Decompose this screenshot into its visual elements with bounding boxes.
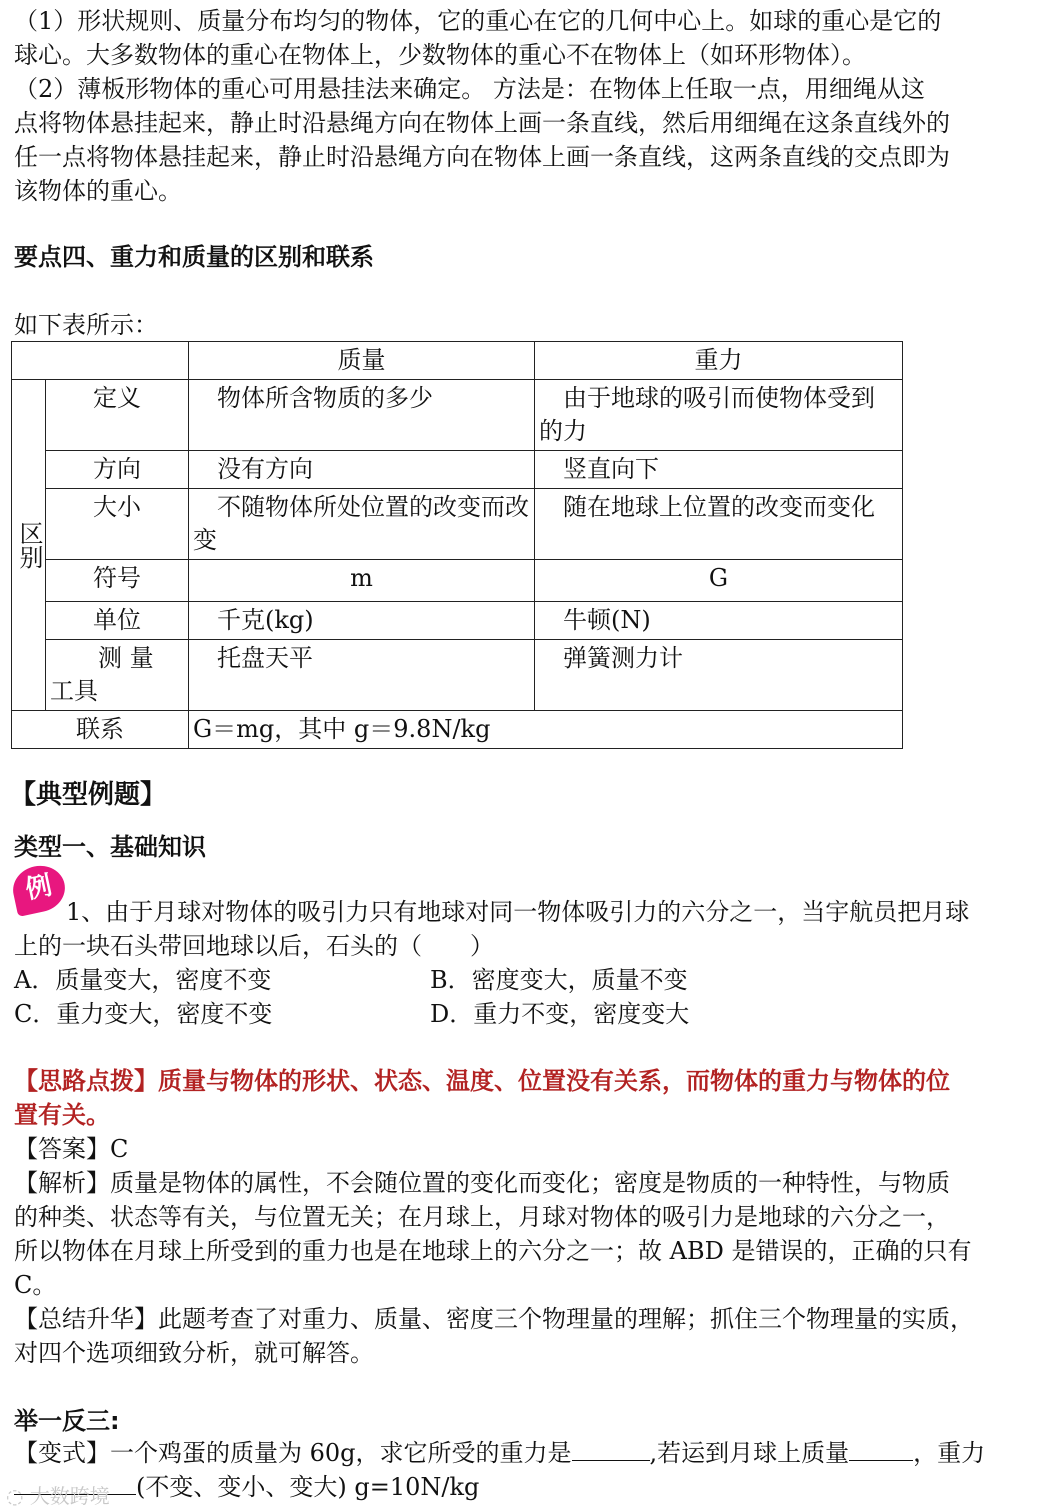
cell-gravity: 由于地球的吸引而使物体受到的力 <box>535 380 903 451</box>
relation-label: 联系 <box>12 711 189 749</box>
analysis-line4: C。 <box>14 1271 57 1299</box>
watermark-text: 大数跨境 <box>29 1484 110 1508</box>
table-row <box>12 560 903 602</box>
summary-line1: 【总结升华】此题考查了对重力、质量、密度三个物理量的理解；抓住三个物理量的实质， <box>14 1305 974 1333</box>
cell-mass: m <box>189 560 535 602</box>
variant-text-options: (不变、变小、变大) g=10N/kg <box>136 1473 480 1501</box>
comparison-table <box>11 341 903 749</box>
cell-gravity: G <box>535 560 903 602</box>
analysis-line1: 【解析】质量是物体的属性，不会随位置的变化而变化；密度是物质的一种特性，与物质 <box>14 1169 950 1197</box>
cell-gravity: 竖直向下 <box>535 451 903 489</box>
intro-p1-line1: （1）形状规则、质量分布均匀的物体，它的重心在它的几何中心上。如球的重心是它的 <box>14 7 942 35</box>
answer-blank-1[interactable] <box>572 1436 650 1461</box>
cell-mass: 不随物体所处位置的改变而改变 <box>189 489 535 560</box>
table-lead: 如下表所示： <box>14 311 158 339</box>
answer-blank-2[interactable] <box>849 1436 913 1461</box>
table-row <box>12 380 903 451</box>
summary-line2: 对四个选项细致分析，就可解答。 <box>14 1339 374 1367</box>
question-line1: 1、由于月球对物体的吸引力只有地球对同一物体吸引力的六分之一，当宇航员把月球 <box>66 898 970 926</box>
intro-p2-line2: 点将物体悬挂起来，静止时沿悬绳方向在物体上画一条直线，然后用细绳在这条直线外的 <box>14 109 950 137</box>
table-header-row <box>12 342 903 380</box>
example-badge: 例 <box>9 861 69 917</box>
examples-title: 【典型例题】 <box>10 780 167 810</box>
variant-text-b: ,若运到月球上质量 <box>649 1439 850 1467</box>
type-heading: 类型一、基础知识 <box>14 833 206 861</box>
option-d: D．重力不变，密度变大 <box>430 1000 690 1028</box>
header-mass: 质量 <box>189 342 535 380</box>
row-label: 单位 <box>46 602 189 640</box>
header-empty-cell <box>12 342 189 380</box>
hint-line2: 置有关。 <box>14 1101 110 1129</box>
row-label: 符号 <box>46 560 189 602</box>
watermark-icon: ◌ <box>6 1484 30 1508</box>
answer: 【答案】C <box>14 1135 129 1163</box>
intro-p2-line3: 任一点将物体悬挂起来，静止时沿悬绳方向在物体上画一条直线，这两条直线的交点即为 <box>14 143 950 171</box>
intro-p1-line2: 球心。大多数物体的重心在物体上，少数物体的重心不在物体上（如环形物体）。 <box>14 41 866 69</box>
cell-gravity: 牛顿(N) <box>535 602 903 640</box>
relation-row <box>12 711 903 749</box>
table-row <box>12 640 903 711</box>
variant-line1 <box>14 1436 985 1470</box>
cell-gravity: 随在地球上位置的改变而变化 <box>535 489 903 560</box>
row-label: 测 量 工具 <box>46 640 189 711</box>
header-gravity: 重力 <box>535 342 903 380</box>
intro-p2-line1: （2）薄板形物体的重心可用悬挂法来确定。 方法是：在物体上任取一点，用细绳从这 <box>14 75 925 103</box>
practice-title: 举一反三: <box>14 1407 120 1435</box>
variant-text-a: 【变式】一个鸡蛋的质量为 60g，求它所受的重力是 <box>14 1439 572 1467</box>
cell-mass: 千克(kg) <box>189 602 535 640</box>
intro-p2-line4: 该物体的重心。 <box>14 177 182 205</box>
cell-mass: 托盘天平 <box>189 640 535 711</box>
analysis-line3: 所以物体在月球上所受到的重力也是在地球上的六分之一；故 ABD 是错误的，正确的只有 <box>14 1237 972 1265</box>
question-line2: 上的一块石头带回地球以后，石头的（ ） <box>14 932 494 960</box>
watermark <box>6 1480 110 1509</box>
variant-text-c: ，重力 <box>913 1439 986 1467</box>
cell-mass: 没有方向 <box>189 451 535 489</box>
table-row <box>12 451 903 489</box>
option-b: B．密度变大，质量不变 <box>430 966 688 994</box>
relation-value: G＝mg，其中 g＝9.8N/kg <box>189 711 903 749</box>
hint-line1: 【思路点拨】质量与物体的形状、状态、温度、位置没有关系，而物体的重力与物体的位 <box>14 1067 950 1095</box>
row-label: 大小 <box>46 489 189 560</box>
section-heading: 要点四、重力和质量的区别和联系 <box>14 243 374 271</box>
cell-mass: 物体所含物质的多少 <box>189 380 535 451</box>
option-a: A．质量变大，密度不变 <box>14 966 272 994</box>
group-label: 区别 <box>12 380 46 711</box>
analysis-line2: 的种类、状态等有关，与位置无关；在月球上，月球对物体的吸引力是地球的六分之一， <box>14 1203 950 1231</box>
cell-gravity: 弹簧测力计 <box>535 640 903 711</box>
table-row <box>12 602 903 640</box>
table-row <box>12 489 903 560</box>
row-label: 定义 <box>46 380 189 451</box>
row-label: 方向 <box>46 451 189 489</box>
option-c: C．重力变大，密度不变 <box>14 1000 273 1028</box>
